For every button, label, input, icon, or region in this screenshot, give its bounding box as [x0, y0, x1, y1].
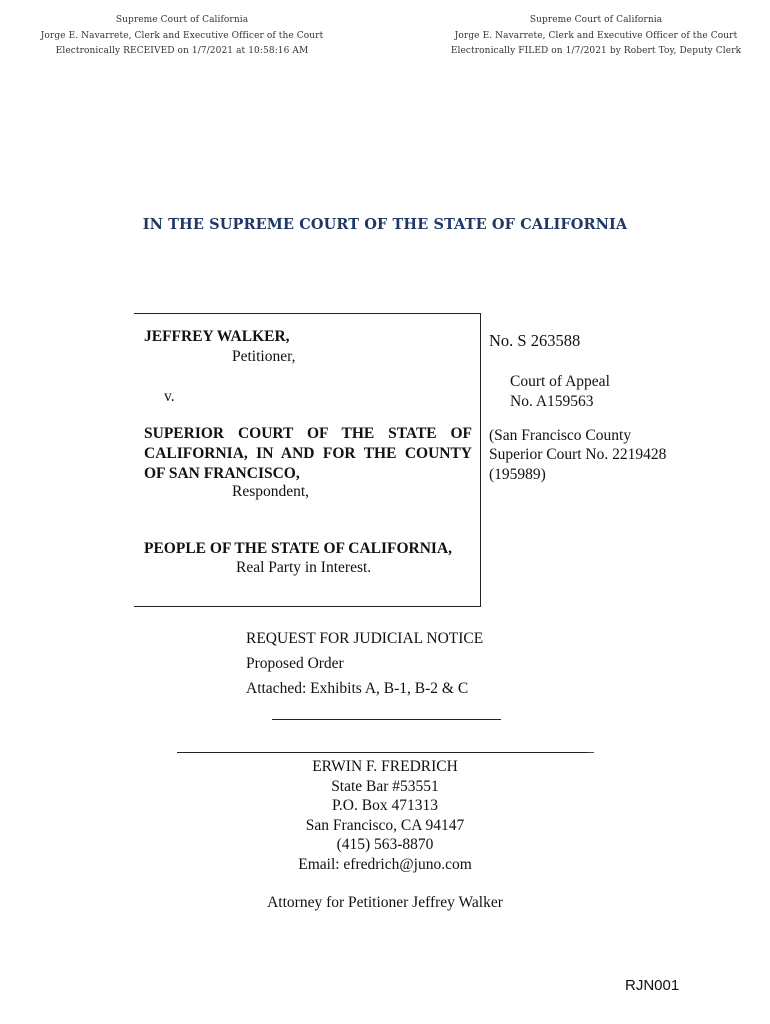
filed-stamp-court: Supreme Court of California	[529, 15, 663, 25]
document-line-3: Attached: Exhibits A, B-1, B-2 & C	[246, 680, 469, 697]
attorney-name: ERWIN F. FREDRICH	[312, 758, 458, 775]
appeal-number: No. A159563	[510, 393, 594, 410]
attorney-box: P.O. Box 471313	[332, 797, 438, 814]
superior-line-1: (San Francisco County	[489, 427, 632, 444]
received-stamp-status: Electronically RECEIVED on 1/7/2021 at 10:58:16 AM	[55, 46, 309, 56]
footer-code: RJN001	[625, 977, 680, 994]
respondent-name: SUPERIOR COURT OF THE STATE OF CALIFORNIA, IN AND FOR THE COUNTY OF SAN FRANCISCO,	[144, 425, 472, 482]
versus-label: v.	[164, 388, 175, 405]
attorney-block	[0, 757, 770, 874]
signature-line-mark: _	[586, 738, 594, 755]
received-stamp	[32, 13, 332, 60]
case-number: No. S 263588	[489, 331, 581, 350]
filed-stamp-status: Electronically FILED on 1/7/2021 by Robert Toy, Deputy Clerk	[450, 46, 742, 56]
signature-line	[177, 752, 587, 753]
attorney-email: Email: efredrich@juno.com	[298, 855, 472, 873]
received-stamp-court: Supreme Court of California	[115, 15, 249, 25]
filed-stamp-clerk: Jorge E. Navarrete, Clerk and Executive Officer of the Court	[454, 30, 738, 41]
respondent-role: Respondent,	[232, 483, 310, 500]
petitioner-name: JEFFREY WALKER,	[144, 328, 290, 345]
attorney-bar: State Bar #53551	[331, 777, 439, 795]
court-title: IN THE SUPREME COURT OF THE STATE OF CALIFORNIA	[142, 216, 628, 233]
received-stamp-clerk: Jorge E. Navarrete, Clerk and Executive Officer of the Court	[40, 30, 324, 41]
attorney-role: Attorney for Petitioner Jeffrey Walker	[267, 894, 503, 911]
superior-line-3: (195989)	[489, 466, 546, 483]
real-party-role: Real Party in Interest.	[236, 559, 372, 576]
real-party-name: PEOPLE OF THE STATE OF CALIFORNIA,	[144, 540, 453, 557]
document-title: REQUEST FOR JUDICIAL NOTICE	[246, 630, 484, 647]
superior-line-2: Superior Court No. 2219428	[489, 446, 667, 463]
document-line-2: Proposed Order	[246, 655, 344, 672]
attorney-phone: (415) 563-8870	[336, 836, 434, 853]
appeal-court: Court of Appeal	[510, 373, 610, 390]
petitioner-role: Petitioner,	[232, 348, 296, 365]
title-underline	[272, 719, 501, 720]
filed-stamp	[446, 13, 746, 60]
attorney-city: San Francisco, CA 94147	[305, 816, 465, 834]
